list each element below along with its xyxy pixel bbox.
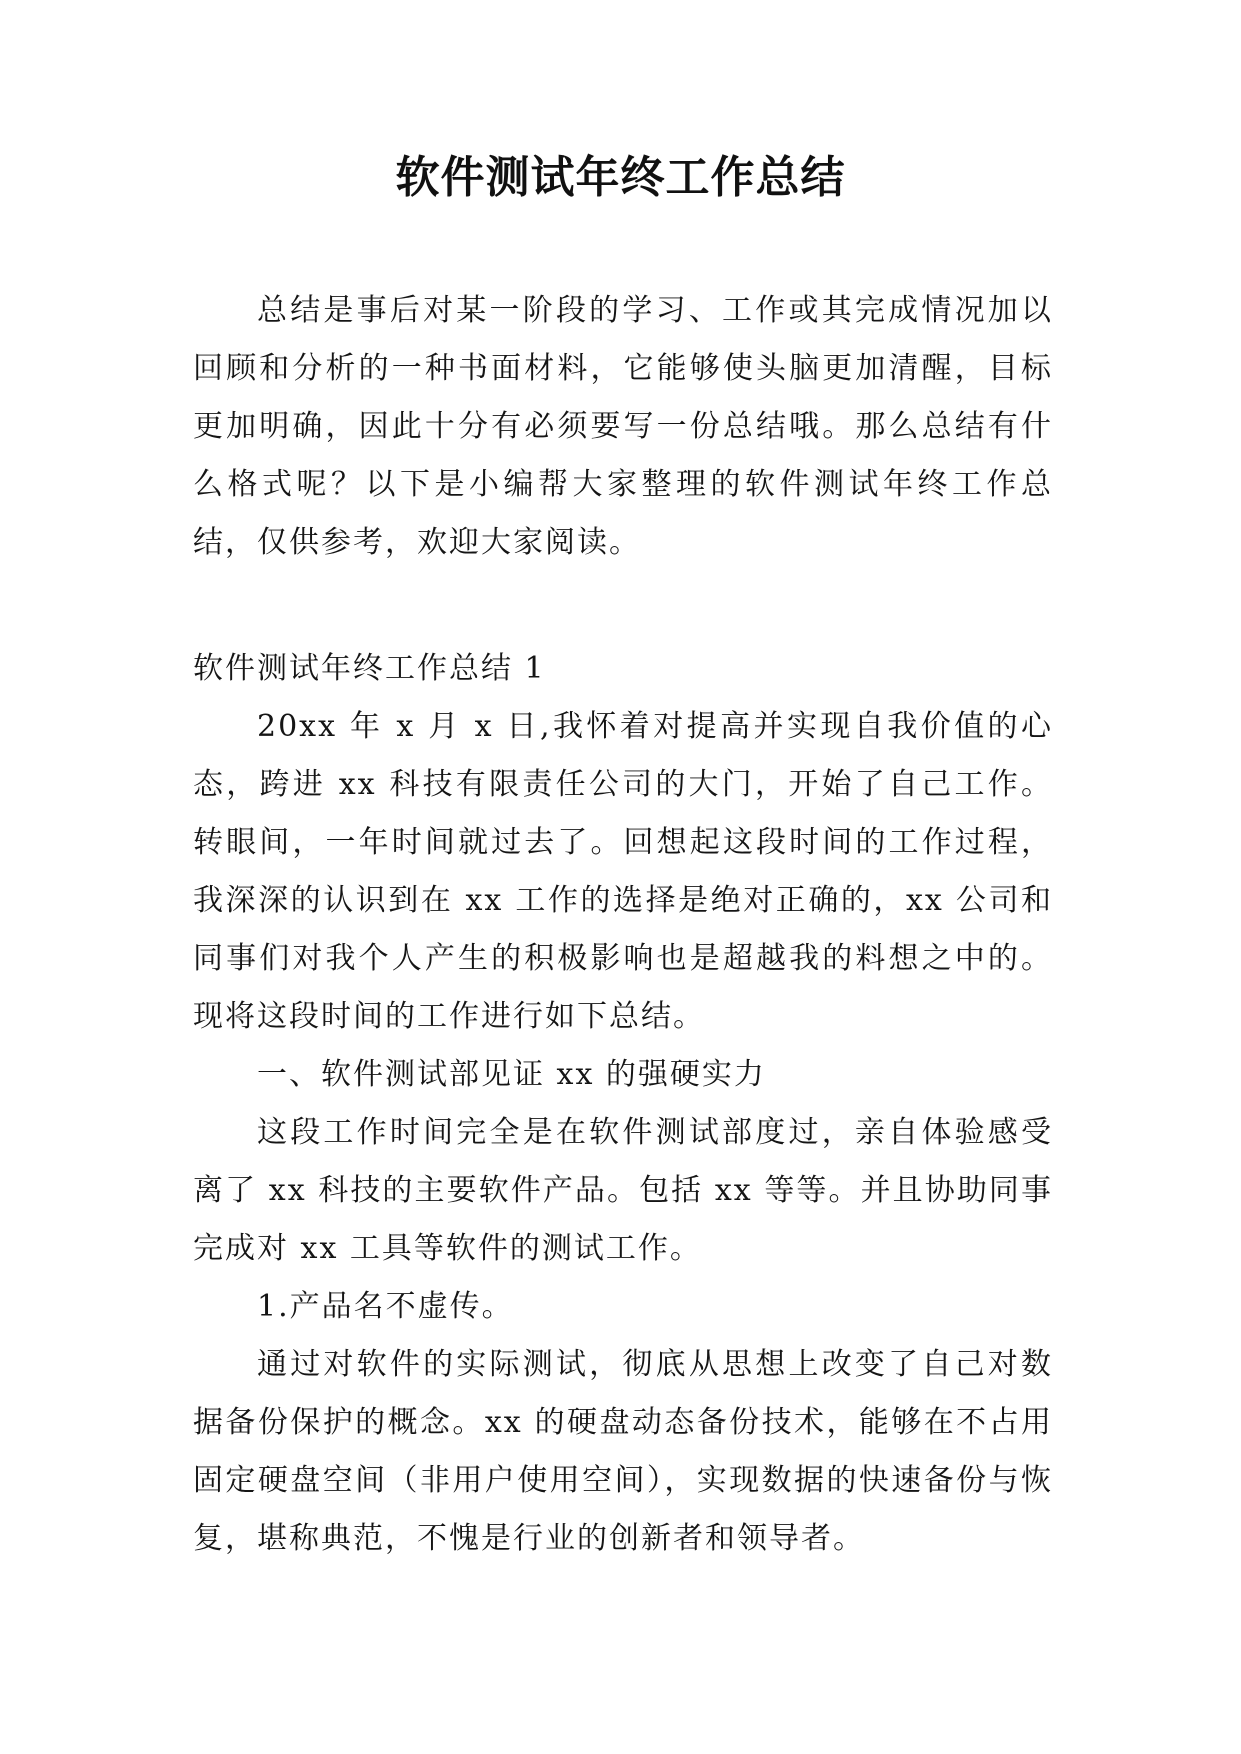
section-block <box>193 640 1053 1568</box>
section-heading: 软件测试年终工作总结 1 <box>193 651 546 686</box>
intro-block <box>193 282 1053 572</box>
subsection-heading: 一、软件测试部见证 xx 的强硬实力 <box>257 1057 766 1092</box>
body-paragraph: 20xx 年 x 月 x 日,我怀着对提高并实现自我价值的心态，跨进 xx 科技有限责任公司的大门，开始了自己工作。转眼间，一年时间就过去了。回想起这段时间的工作过程，我深深的认识到在 xx 工作的选择是绝对正确的，xx 公司和同事们对我个人产生的积极影响也是超越我的料想之中的。现将这段时间的工作进行如下总结。 <box>193 709 1053 1034</box>
document-title: 软件测试年终工作总结 <box>395 152 846 203</box>
body-paragraph: 这段工作时间完全是在软件测试部度过，亲自体验感受离了 xx 科技的主要软件产品。包括 xx 等等。并且协助同事完成对 xx 工具等软件的测试工作。 <box>193 1115 1053 1266</box>
intro-paragraph: 总结是事后对某一阶段的学习、工作或其完成情况加以回顾和分析的一种书面材料，它能够使头脑更加清醒，目标更加明确，因此十分有必须要写一份总结哦。那么总结有什么格式呢？以下是小编帮大家整理的软件测试年终工作总结，仅供参考，欢迎大家阅读。 <box>193 293 1053 560</box>
numbered-point: 1.产品名不虚传。 <box>257 1289 514 1324</box>
body-paragraph: 通过对软件的实际测试，彻底从思想上改变了自己对数据备份保护的概念。xx 的硬盘动态备份技术，能够在不占用固定硬盘空间（非用户使用空间），实现数据的快速备份与恢复，堪称典范，不愧是行业的创新者和领导者。 <box>193 1347 1053 1556</box>
